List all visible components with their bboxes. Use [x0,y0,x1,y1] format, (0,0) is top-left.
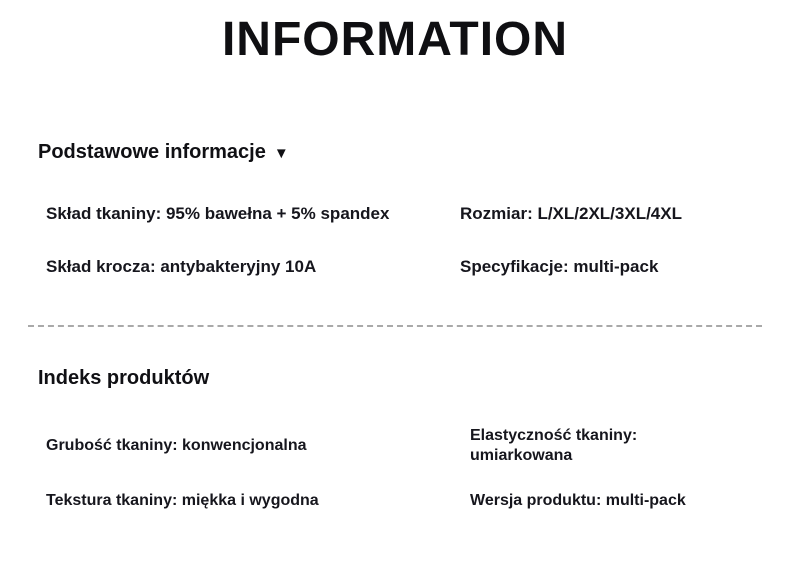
fabric-composition-item: Skład tkaniny: 95% bawełna + 5% spandex [46,204,390,223]
dashed-divider [28,325,762,327]
specification-item: Specyfikacje: multi-pack [460,257,659,276]
dropdown-triangle-icon[interactable]: ▼ [273,145,289,162]
product-index-section-header [38,367,209,390]
basic-info-section-header[interactable] [38,141,289,164]
product-version-item: Wersja produktu: multi-pack [470,492,686,509]
product-index-heading-label: Indeks produktów [38,367,210,389]
crotch-composition-item: Skład krocza: antybakteryjny 10A [46,257,317,276]
product-index-grid [0,426,790,510]
fabric-thickness-item: Grubość tkaniny: konwencjonalna [46,437,307,454]
basic-info-grid [0,204,790,277]
basic-info-heading-label: Podstawowe informacje [38,141,266,163]
fabric-texture-item: Tekstura tkaniny: miękka i wygodna [46,492,319,509]
fabric-elasticity-item: Elastyczność tkaniny: umiarkowana [470,427,638,464]
page-title: INFORMATION [221,13,569,66]
size-item: Rozmiar: L/XL/2XL/3XL/4XL [460,204,682,223]
